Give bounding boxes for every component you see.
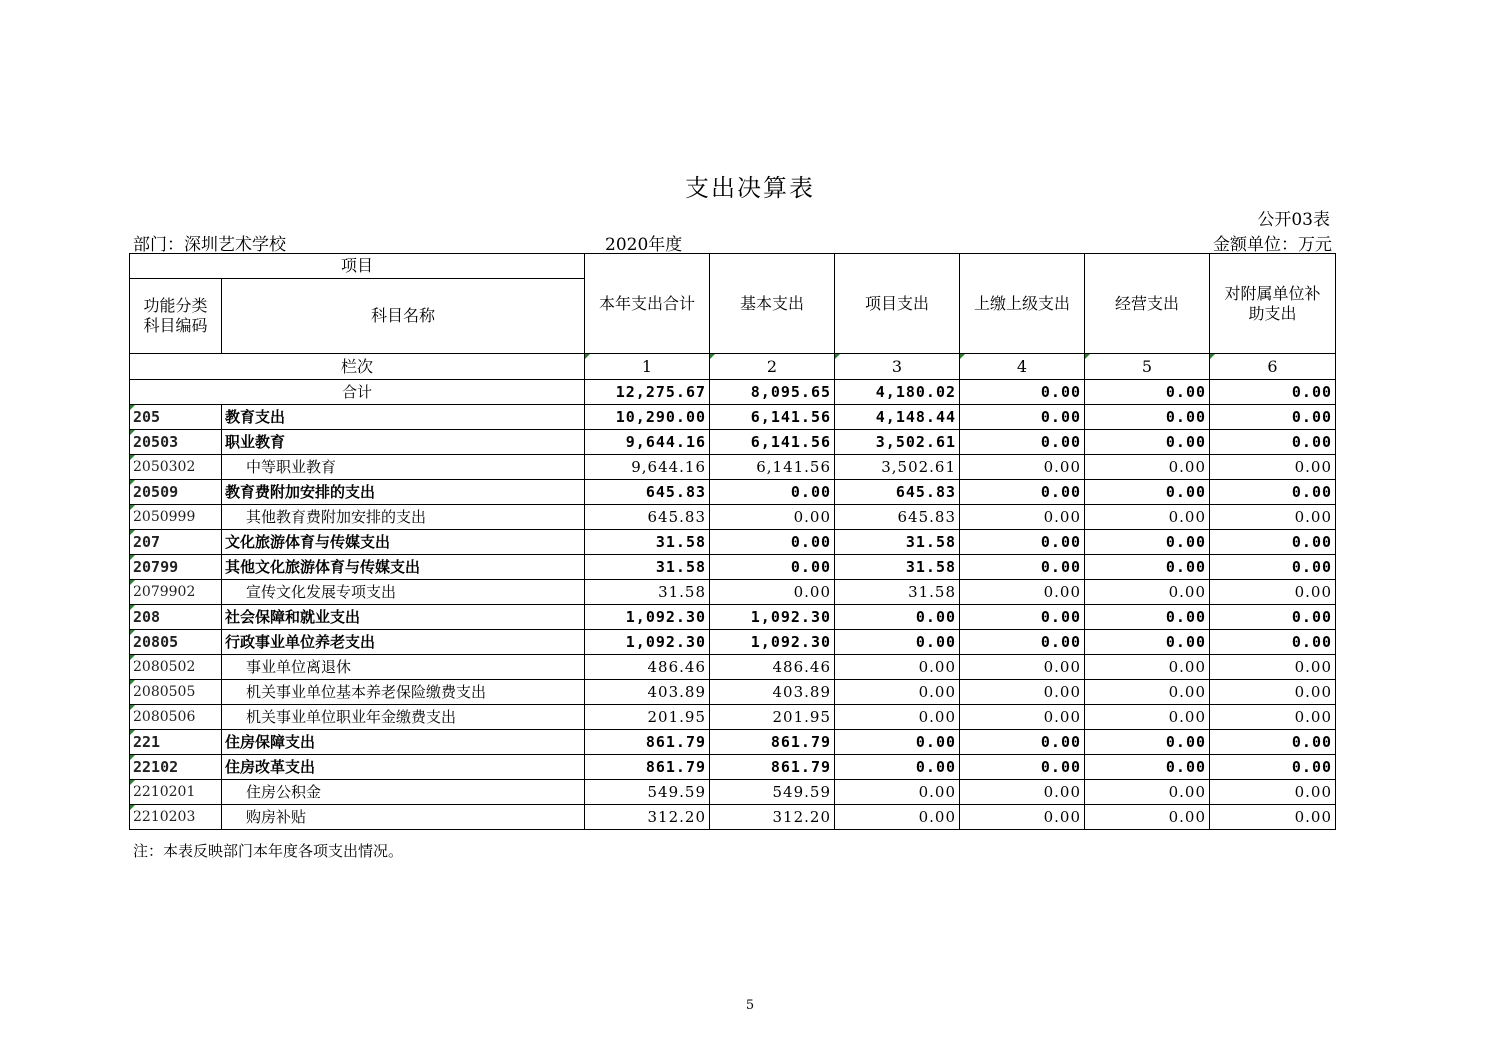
header-col-5: 经营支出 [1085,254,1210,354]
row-value: 0.00 [835,805,960,830]
table-row [130,605,1336,630]
row-value: 0.00 [960,730,1085,755]
total-value: 0.00 [960,380,1085,405]
total-value: 12,275.67 [585,380,710,405]
total-row [130,380,1336,405]
row-value: 1,092.30 [585,630,710,655]
table-row [130,480,1336,505]
row-value: 549.59 [585,780,710,805]
unit-label: 金额单位：万元 [1213,235,1332,255]
row-value: 0.00 [960,505,1085,530]
lanci-4: 4 [960,354,1085,380]
header-col-2: 基本支出 [710,254,835,354]
row-value: 0.00 [835,730,960,755]
row-value: 0.00 [710,555,835,580]
header-col-3: 项目支出 [835,254,960,354]
row-value: 0.00 [1085,405,1210,430]
lanci-1: 1 [585,354,710,380]
total-value: 0.00 [1085,380,1210,405]
row-value: 403.89 [710,680,835,705]
row-code: 221 [130,730,222,755]
row-value: 0.00 [1210,505,1336,530]
row-value: 0.00 [710,505,835,530]
row-value: 0.00 [960,580,1085,605]
row-value: 0.00 [960,755,1085,780]
row-code: 208 [130,605,222,630]
row-value: 549.59 [710,780,835,805]
row-value: 6,141.56 [710,405,835,430]
row-value: 0.00 [1085,730,1210,755]
row-value: 0.00 [835,655,960,680]
row-code: 207 [130,530,222,555]
row-name: 行政事业单位养老支出 [222,630,585,655]
row-name: 机关事业单位职业年金缴费支出 [222,705,585,730]
row-value: 0.00 [1085,805,1210,830]
row-value: 0.00 [1210,780,1336,805]
row-name: 社会保障和就业支出 [222,605,585,630]
row-value: 0.00 [1085,505,1210,530]
row-value: 0.00 [710,580,835,605]
row-value: 0.00 [835,630,960,655]
row-value: 645.83 [585,505,710,530]
row-value: 0.00 [1085,555,1210,580]
lanci-6: 6 [1210,354,1336,380]
row-value: 31.58 [835,530,960,555]
header-col-6-line2: 助支出 [1248,303,1297,323]
row-value: 1,092.30 [710,630,835,655]
row-value: 0.00 [1085,480,1210,505]
table-row [130,805,1336,830]
row-value: 0.00 [960,630,1085,655]
header-code-line1: 功能分类 [143,296,208,315]
row-value: 0.00 [1210,680,1336,705]
row-value: 0.00 [710,480,835,505]
row-value: 31.58 [585,555,710,580]
row-value: 0.00 [960,705,1085,730]
row-value: 0.00 [710,530,835,555]
row-code: 2080505 [130,680,222,705]
row-value: 0.00 [1085,655,1210,680]
row-name: 教育支出 [222,405,585,430]
row-value: 861.79 [710,730,835,755]
row-value: 10,290.00 [585,405,710,430]
row-value: 0.00 [960,530,1085,555]
row-value: 0.00 [1210,455,1336,480]
row-code: 205 [130,405,222,430]
row-code: 2080502 [130,655,222,680]
row-value: 0.00 [1085,605,1210,630]
row-value: 9,644.16 [585,430,710,455]
table-row [130,505,1336,530]
row-value: 861.79 [585,730,710,755]
row-value: 201.95 [585,705,710,730]
table-row [130,405,1336,430]
header-item: 项目 [130,254,585,279]
row-code: 2210203 [130,805,222,830]
row-value: 31.58 [585,580,710,605]
row-value: 0.00 [1210,555,1336,580]
row-value: 0.00 [1085,680,1210,705]
row-value: 861.79 [585,755,710,780]
row-value: 0.00 [960,605,1085,630]
row-value: 1,092.30 [585,605,710,630]
row-value: 31.58 [835,555,960,580]
row-value: 0.00 [1210,755,1336,780]
row-value: 0.00 [960,680,1085,705]
header-name: 科目名称 [222,279,585,354]
row-value: 403.89 [585,680,710,705]
total-value: 0.00 [1210,380,1336,405]
row-value: 3,502.61 [835,455,960,480]
row-value: 645.83 [585,480,710,505]
row-value: 0.00 [960,555,1085,580]
row-value: 0.00 [1210,805,1336,830]
row-name: 文化旅游体育与传媒支出 [222,530,585,555]
table-row [130,755,1336,780]
row-value: 486.46 [585,655,710,680]
row-value: 0.00 [960,430,1085,455]
row-value: 0.00 [1085,705,1210,730]
row-value: 0.00 [960,455,1085,480]
table-row [130,655,1336,680]
total-label: 合计 [130,380,585,405]
table-row [130,455,1336,480]
row-value: 0.00 [960,805,1085,830]
row-value: 9,644.16 [585,455,710,480]
row-code: 20805 [130,630,222,655]
row-value: 0.00 [1210,430,1336,455]
page-title: 支出决算表 [685,174,815,202]
expenditure-table [129,253,1336,830]
row-value: 31.58 [835,580,960,605]
table-row [130,580,1336,605]
footnote: 注：本表反映部门本年度各项支出情况。 [133,842,404,860]
page-number: 5 [745,998,755,1013]
row-value: 645.83 [835,505,960,530]
row-code: 20509 [130,480,222,505]
table-row [130,680,1336,705]
row-name: 职业教育 [222,430,585,455]
table-row [130,705,1336,730]
row-value: 0.00 [1210,605,1336,630]
header-col-1: 本年支出合计 [585,254,710,354]
row-name: 购房补贴 [222,805,585,830]
row-value: 3,502.61 [835,430,960,455]
row-value: 201.95 [710,705,835,730]
header-col-4: 上缴上级支出 [960,254,1085,354]
row-value: 6,141.56 [710,430,835,455]
row-value: 486.46 [710,655,835,680]
row-name: 教育费附加安排的支出 [222,480,585,505]
row-value: 312.20 [710,805,835,830]
table-row [130,630,1336,655]
lanci-3: 3 [835,354,960,380]
row-value: 4,148.44 [835,405,960,430]
row-value: 0.00 [1085,755,1210,780]
header-code-line2: 科目编码 [143,316,208,335]
header-code [130,279,222,354]
row-value: 0.00 [835,605,960,630]
row-value: 0.00 [960,655,1085,680]
lanci-label: 栏次 [130,354,585,380]
row-value: 0.00 [835,680,960,705]
row-value: 0.00 [1085,530,1210,555]
row-value: 0.00 [1210,705,1336,730]
table-row [130,730,1336,755]
row-value: 0.00 [1085,780,1210,805]
row-code: 2050999 [130,505,222,530]
row-code: 20799 [130,555,222,580]
table-row [130,780,1336,805]
row-value: 0.00 [1210,480,1336,505]
lanci-2: 2 [710,354,835,380]
row-value: 0.00 [960,405,1085,430]
header-col-6-line1: 对附属单位补 [1224,283,1321,303]
row-value: 0.00 [960,780,1085,805]
row-name: 中等职业教育 [222,455,585,480]
row-name: 住房保障支出 [222,730,585,755]
row-code: 20503 [130,430,222,455]
row-value: 0.00 [835,780,960,805]
header-col-6 [1210,254,1336,354]
department-label: 部门：深圳艺术学校 [133,235,286,255]
row-value: 0.00 [1085,580,1210,605]
row-value: 0.00 [835,705,960,730]
row-value: 0.00 [1210,580,1336,605]
row-code: 2079902 [130,580,222,605]
row-name: 其他文化旅游体育与传媒支出 [222,555,585,580]
row-name: 住房改革支出 [222,755,585,780]
row-value: 0.00 [1210,405,1336,430]
row-name: 宣传文化发展专项支出 [222,580,585,605]
row-value: 0.00 [1085,430,1210,455]
table-row [130,530,1336,555]
row-name: 事业单位离退休 [222,655,585,680]
row-code: 2210201 [130,780,222,805]
row-code: 22102 [130,755,222,780]
form-number: 公开03表 [1257,210,1330,230]
table-row [130,555,1336,580]
row-value: 6,141.56 [710,455,835,480]
row-name: 住房公积金 [222,780,585,805]
row-value: 31.58 [585,530,710,555]
row-value: 0.00 [1210,730,1336,755]
row-value: 0.00 [835,755,960,780]
row-value: 0.00 [1210,655,1336,680]
row-value: 0.00 [960,480,1085,505]
lanci-5: 5 [1085,354,1210,380]
row-value: 645.83 [835,480,960,505]
row-value: 861.79 [710,755,835,780]
row-value: 0.00 [1210,630,1336,655]
total-value: 8,095.65 [710,380,835,405]
row-code: 2080506 [130,705,222,730]
row-value: 0.00 [1210,530,1336,555]
row-name: 机关事业单位基本养老保险缴费支出 [222,680,585,705]
row-value: 312.20 [585,805,710,830]
row-value: 0.00 [1085,455,1210,480]
row-name: 其他教育费附加安排的支出 [222,505,585,530]
table-row [130,430,1336,455]
row-value: 1,092.30 [710,605,835,630]
year-label: 2020年度 [605,235,683,255]
row-value: 0.00 [1085,630,1210,655]
row-code: 2050302 [130,455,222,480]
total-value: 4,180.02 [835,380,960,405]
